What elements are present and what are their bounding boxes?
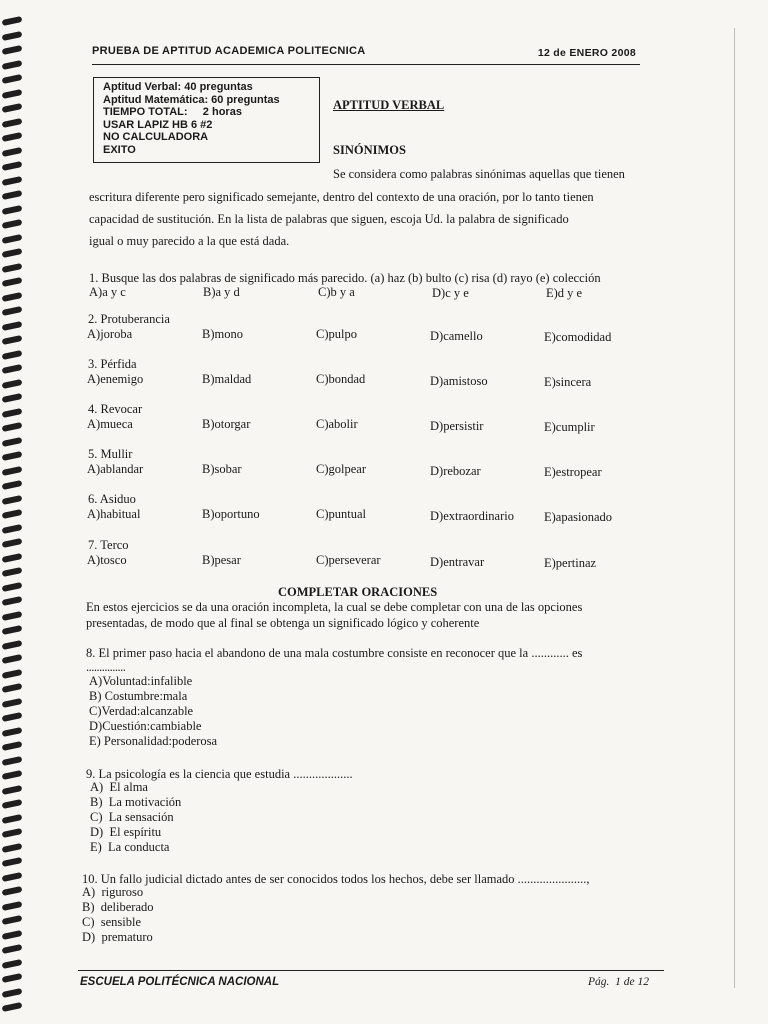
- sinonimos-title: SINÓNIMOS: [333, 143, 406, 157]
- q9-option-b[interactable]: B) La motivación: [90, 795, 182, 809]
- spiral-coil: [2, 320, 23, 330]
- spiral-coil: [2, 625, 23, 635]
- q9-option-d[interactable]: D) El espíritu: [90, 825, 162, 839]
- question-5-stem: 5. Mullir: [88, 447, 133, 461]
- q3-option-a[interactable]: A)enemigo: [87, 372, 144, 386]
- q3-option-d[interactable]: D)amistoso: [430, 374, 488, 388]
- sinonimos-intro-line: igual o muy parecido a la que está dada.: [89, 234, 290, 248]
- q8-option-a[interactable]: A)Voluntad:infalible: [89, 674, 193, 688]
- spiral-coil: [2, 900, 23, 910]
- spiral-coil: [2, 161, 23, 171]
- q1-option-b[interactable]: B)a y d: [203, 285, 240, 299]
- spiral-coil: [2, 175, 23, 185]
- q7-option-e[interactable]: E)pertinaz: [544, 556, 597, 570]
- q2-option-d[interactable]: D)camello: [430, 329, 483, 343]
- q2-option-e[interactable]: E)comodidad: [544, 330, 612, 344]
- spiral-coil: [2, 277, 23, 287]
- q7-option-d[interactable]: D)entravar: [430, 555, 485, 569]
- q3-option-e[interactable]: E)sincera: [544, 375, 592, 389]
- spiral-coil: [2, 393, 23, 403]
- sinonimos-intro-line: capacidad de sustitución. En la lista de palabras que siguen, escoja Ud. la palabra de significado: [89, 212, 569, 226]
- spiral-coil: [2, 915, 23, 925]
- spiral-coil: [2, 799, 23, 809]
- spiral-coil: [2, 219, 23, 229]
- spiral-coil: [2, 146, 23, 156]
- question-1-stem: 1. Busque las dos palabras de significado más parecido. (a) haz (b) bulto (c) risa (d) rayo (e) colección: [89, 271, 601, 285]
- q8-option-b[interactable]: B) Costumbre:mala: [89, 689, 188, 703]
- question-8-blank: ...............: [86, 660, 126, 674]
- spiral-coil: [2, 480, 23, 490]
- info-line: Aptitud Verbal: 40 preguntas: [103, 81, 253, 93]
- spiral-coil: [2, 552, 23, 562]
- q6-option-d[interactable]: D)extraordinario: [430, 509, 514, 523]
- q5-option-a[interactable]: A)ablandar: [87, 462, 144, 476]
- question-9-stem: 9. La psicología es la ciencia que estudia ...................: [86, 767, 353, 781]
- spiral-coil: [2, 581, 23, 591]
- spiral-coil: [2, 654, 23, 664]
- spiral-coil: [2, 262, 23, 272]
- sinonimos-intro-line: Se considera como palabras sinónimas aquellas que tienen: [333, 167, 625, 181]
- q5-option-c[interactable]: C)golpear: [316, 462, 366, 476]
- spiral-coil: [2, 886, 23, 896]
- info-line: TIEMPO TOTAL: 2 horas: [103, 106, 242, 118]
- completar-title: COMPLETAR ORACIONES: [278, 585, 438, 599]
- spiral-coil: [2, 233, 23, 243]
- q10-option-c[interactable]: C) sensible: [82, 915, 142, 929]
- q4-option-e[interactable]: E)cumplir: [544, 420, 595, 434]
- spiral-coil: [2, 407, 23, 417]
- spiral-coil: [2, 683, 23, 693]
- spiral-coil: [2, 857, 23, 867]
- q1-option-e[interactable]: E)d y e: [546, 286, 583, 300]
- spiral-coil: [2, 596, 23, 606]
- q8-option-d[interactable]: D)Cuestión:cambiable: [89, 719, 202, 733]
- spiral-coil: [2, 465, 23, 475]
- spiral-binding: [0, 0, 26, 1024]
- spiral-coil: [2, 741, 23, 751]
- q9-option-e[interactable]: E) La conducta: [90, 840, 170, 854]
- q1-option-c[interactable]: C)b y a: [318, 285, 355, 299]
- q1-option-a[interactable]: A)a y c: [89, 285, 126, 299]
- spiral-coil: [2, 335, 23, 345]
- spiral-coil: [2, 88, 23, 98]
- spiral-coil: [2, 828, 23, 838]
- completar-intro-line: presentadas, de modo que al final se obtenga un significado lógico y coherente: [86, 616, 480, 630]
- question-7-stem: 7. Terco: [88, 538, 129, 552]
- info-line: Aptitud Matemática: 60 preguntas: [103, 93, 280, 106]
- spiral-coil: [2, 306, 23, 316]
- q7-option-c[interactable]: C)perseverar: [316, 553, 381, 567]
- footer-institution: ESCUELA POLITÉCNICA NACIONAL: [80, 976, 280, 988]
- spiral-coil: [2, 509, 23, 519]
- q9-option-c[interactable]: C) La sensación: [90, 810, 174, 824]
- spiral-coil: [2, 944, 23, 954]
- spiral-coil: [2, 784, 23, 794]
- spiral-coil: [2, 74, 23, 84]
- page-number: Pág. 1 de 12: [588, 976, 650, 988]
- question-10-stem: 10. Un fallo judicial dictado antes de ser conocidos todos los hechos, debe ser llamado ......................,: [82, 872, 590, 886]
- q2-option-c[interactable]: C)pulpo: [316, 327, 357, 341]
- q4-option-c[interactable]: C)abolir: [316, 417, 358, 431]
- q6-option-e[interactable]: E)apasionado: [544, 510, 613, 524]
- spiral-coil: [2, 726, 23, 736]
- q10-option-a[interactable]: A) riguroso: [82, 885, 144, 899]
- spiral-coil: [2, 349, 23, 359]
- q4-option-a[interactable]: A)mueca: [87, 417, 133, 431]
- q3-option-c[interactable]: C)bondad: [316, 372, 366, 386]
- q4-option-d[interactable]: D)persistir: [430, 419, 484, 433]
- spiral-coil: [2, 117, 23, 127]
- spiral-coil: [2, 30, 23, 40]
- spiral-coil: [2, 451, 23, 461]
- q7-option-b[interactable]: B)pesar: [202, 553, 241, 567]
- spiral-coil: [2, 973, 23, 983]
- info-line: EXITO: [103, 143, 136, 156]
- spiral-coil: [2, 668, 23, 678]
- q5-option-d[interactable]: D)rebozar: [430, 464, 481, 478]
- q8-option-c[interactable]: C)Verdad:alcanzable: [89, 704, 194, 718]
- section-title: APTITUD VERBAL: [333, 98, 445, 112]
- q6-option-c[interactable]: C)puntual: [316, 507, 366, 521]
- completar-intro-line: En estos ejercicios se da una oración incompleta, la cual se debe completar con una de las opciones: [86, 600, 583, 614]
- spiral-coil: [2, 813, 23, 823]
- spiral-coil: [2, 523, 23, 533]
- q5-option-e[interactable]: E)estropear: [544, 465, 602, 479]
- spiral-coil: [2, 16, 23, 26]
- page-edge: [734, 28, 735, 988]
- spiral-coil: [2, 712, 23, 722]
- q2-option-a[interactable]: A)joroba: [87, 327, 133, 341]
- q9-option-a[interactable]: A) El alma: [90, 780, 148, 794]
- spiral-coil: [2, 755, 23, 765]
- info-line: NO CALCULADORA: [103, 131, 209, 143]
- spiral-coil: [2, 610, 23, 620]
- page-header: [92, 44, 640, 65]
- spiral-coil: [2, 204, 23, 214]
- q6-option-b[interactable]: B)oportuno: [202, 507, 260, 521]
- q1-option-d[interactable]: D)c y e: [432, 286, 469, 300]
- q3-option-b[interactable]: B)maldad: [202, 372, 252, 386]
- q8-option-e[interactable]: E) Personalidad:poderosa: [89, 734, 218, 748]
- spiral-coil: [2, 422, 23, 432]
- info-line: USAR LAPIZ HB 6 #2: [103, 118, 213, 131]
- spiral-coil: [2, 697, 23, 707]
- spiral-coil: [2, 538, 23, 548]
- spiral-coil: [2, 871, 23, 881]
- spiral-coil: [2, 494, 23, 504]
- spiral-coil: [2, 436, 23, 446]
- spiral-coil: [2, 59, 23, 69]
- spiral-coil: [2, 1002, 23, 1012]
- spiral-coil: [2, 639, 23, 649]
- spiral-coil: [2, 842, 23, 852]
- sinonimos-intro-line: escritura diferente pero significado semejante, dentro del contexto de una oración, por lo tanto tienen: [89, 190, 594, 204]
- page-footer: [78, 970, 664, 993]
- spiral-coil: [2, 378, 23, 388]
- spiral-coil: [2, 770, 23, 780]
- question-3-stem: 3. Pérfida: [88, 357, 137, 371]
- q6-option-a[interactable]: A)habitual: [87, 507, 141, 521]
- spiral-coil: [2, 45, 23, 55]
- spiral-coil: [2, 987, 23, 997]
- q10-option-d[interactable]: D) prematuro: [82, 930, 153, 944]
- spiral-coil: [2, 190, 23, 200]
- header-title: PRUEBA DE APTITUD ACADEMICA POLITECNICA: [92, 45, 366, 57]
- spiral-coil: [2, 291, 23, 301]
- question-8-stem: 8. El primer paso hacia el abandono de una mala costumbre consiste en reconocer que la ............ es: [86, 646, 583, 660]
- q7-option-a[interactable]: A)tosco: [87, 553, 127, 567]
- spiral-coil: [2, 929, 23, 939]
- q2-option-b[interactable]: B)mono: [202, 327, 243, 341]
- question-6-stem: 6. Asiduo: [88, 492, 136, 506]
- spiral-coil: [2, 364, 23, 374]
- exam-info-box: [93, 77, 320, 163]
- spiral-coil: [2, 103, 23, 113]
- q10-option-b[interactable]: B) deliberado: [82, 900, 154, 914]
- header-date: 12 de ENERO 2008: [537, 47, 636, 59]
- question-4-stem: 4. Revocar: [88, 402, 143, 416]
- q5-option-b[interactable]: B)sobar: [202, 462, 242, 476]
- spiral-coil: [2, 248, 23, 258]
- spiral-coil: [2, 958, 23, 968]
- q4-option-b[interactable]: B)otorgar: [202, 417, 251, 431]
- spiral-coil: [2, 132, 23, 142]
- question-2-stem: 2. Protuberancia: [88, 312, 170, 326]
- spiral-coil: [2, 567, 23, 577]
